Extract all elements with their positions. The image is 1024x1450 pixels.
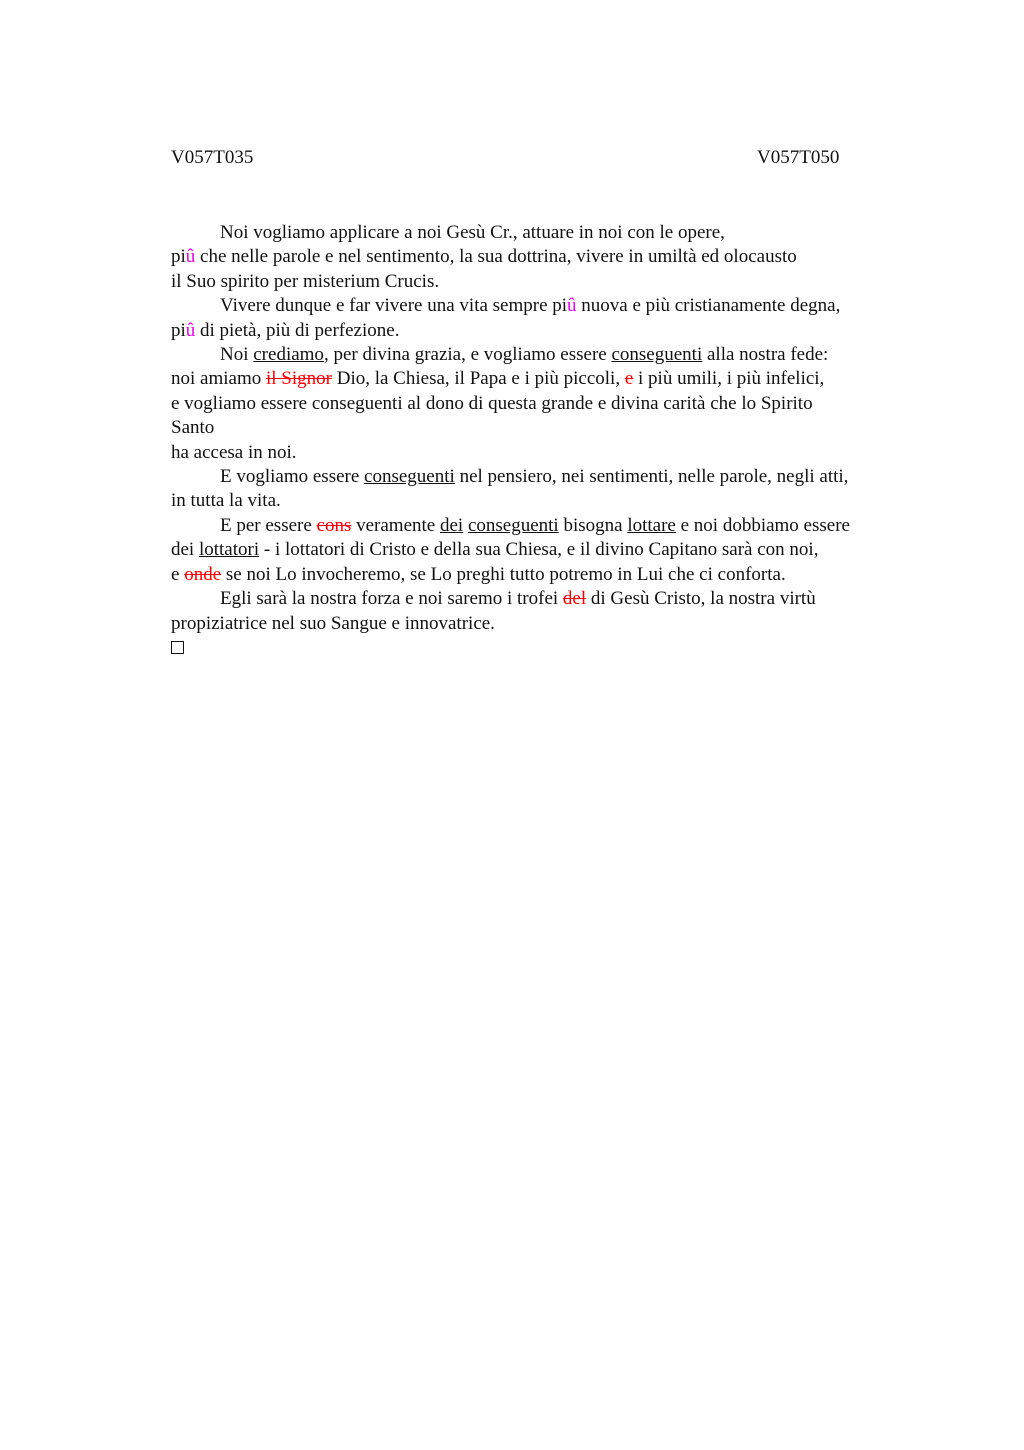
text-segment: in tutta la vita. — [171, 490, 281, 512]
underlined-word: lottare — [627, 514, 676, 536]
text-segment: E vogliamo essere — [220, 466, 365, 488]
text-segment: di pietà, più di perfezione. — [195, 319, 400, 341]
accent-mark: û — [185, 246, 196, 268]
underlined-word: dei — [439, 514, 464, 536]
text-line — [171, 563, 911, 587]
text-line — [171, 612, 911, 636]
text-segment: Noi — [220, 344, 254, 366]
text-segment: bisogna — [558, 514, 628, 536]
text-line — [171, 270, 911, 294]
text-line — [171, 441, 911, 465]
text-segment: che nelle parole e nel sentimento, la sua dottrina, vivere in umiltà ed olocausto — [195, 246, 797, 268]
text-segment: e noi dobbiamo essere — [675, 514, 850, 536]
text-segment: noi amiamo — [171, 368, 266, 390]
deleted-word: del — [562, 588, 587, 610]
text-segment: - i lottatori di Cristo e della sua Chiesa, e il divino Capitano sarà con noi, — [259, 539, 819, 561]
text-segment: pi — [171, 319, 186, 341]
text-segment: Vivere dunque e far vivere una vita sempre pi — [220, 295, 568, 317]
text-segment: nel pensiero, nei sentimenti, nelle parole, negli atti, — [454, 466, 849, 488]
underlined-word: conseguenti — [364, 466, 455, 488]
text-line — [171, 587, 911, 611]
document-code-left: V057T035 — [171, 147, 254, 168]
text-line — [171, 489, 911, 513]
text-line — [171, 367, 911, 391]
deleted-word: il Signor — [265, 368, 332, 390]
text-segment: se noi Lo invocheremo, se Lo preghi tutto potremo in Lui che ci conforta. — [221, 563, 786, 585]
text-segment: i più umili, i più infelici, — [633, 368, 825, 390]
text-segment: veramente — [351, 514, 440, 536]
text-segment: Dio, la Chiesa, il Papa e i più piccoli, — [331, 368, 625, 390]
text-line — [171, 514, 911, 538]
underlined-word: crediamo — [253, 344, 324, 366]
text-segment: propiziatrice nel suo Sangue e innovatrice. — [171, 612, 495, 634]
text-segment: e vogliamo essere conseguenti al dono di questa grande e divina carità che lo Spirito — [171, 392, 813, 414]
deleted-word: cons — [316, 514, 352, 536]
underlined-word: lottatori — [198, 539, 260, 561]
text-segment: il Suo spirito per misterium Crucis. — [171, 270, 440, 292]
deleted-word: onde — [184, 563, 222, 585]
text-line — [171, 245, 911, 269]
text-line — [171, 465, 911, 489]
text-segment: di Gesù Cristo, la nostra virtù — [586, 588, 816, 610]
text-segment: nuova e più cristianamente degna, — [576, 295, 841, 317]
text-line — [171, 294, 911, 318]
text-segment: ha accesa in noi. — [171, 441, 297, 463]
text-segment: Egli sarà la nostra forza e noi saremo i trofei — [220, 588, 563, 610]
underlined-word: conseguenti — [467, 514, 559, 536]
accent-mark: û — [567, 295, 577, 317]
text-segment: Noi vogliamo applicare a noi Gesù Cr., attuare in noi con le opere, — [220, 222, 725, 243]
text-line — [171, 343, 911, 367]
text-line — [171, 392, 911, 416]
text-line — [171, 319, 911, 343]
text-segment: Santo — [171, 417, 215, 439]
text-segment: e — [171, 563, 185, 585]
underlined-word: conseguenti — [611, 344, 703, 366]
text-line — [171, 221, 911, 245]
text-segment: , per divina grazia, e vogliamo essere — [323, 344, 612, 366]
document-code-right: V057T050 — [757, 147, 840, 168]
accent-mark: û — [185, 319, 196, 341]
text-segment: dei — [171, 539, 199, 561]
text-segment: alla nostra fede: — [702, 344, 829, 366]
text-segment: pi — [171, 246, 186, 268]
deleted-word: e — [624, 368, 634, 390]
document-body — [171, 221, 911, 654]
text-segment: E per essere — [220, 514, 317, 536]
text-line — [171, 538, 911, 562]
text-line — [171, 416, 911, 440]
end-of-text-box-icon — [171, 641, 184, 654]
text-lines — [171, 221, 911, 636]
